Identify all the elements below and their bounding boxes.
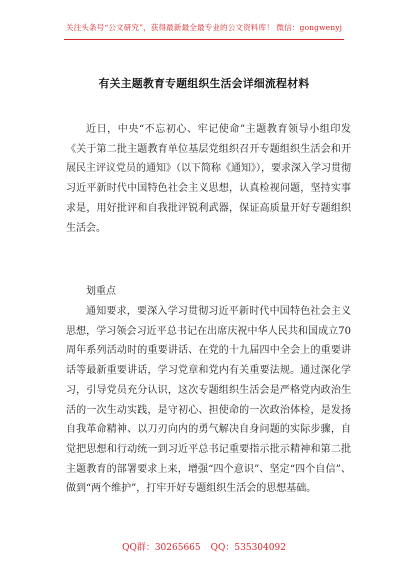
paragraph-intro: 近日，中央“不忘初心、牢记使命”主题教育领导小组印发《关于第二批主题教育单位基层党组织召开专题组织生活会和开展民主评议党员的通知》（以下简称《通知》），要求深入学习贯彻习近平新时代中国特色社会主义思想，认真检视问题，坚持实事求是，用好批评和自我批评锐利武器，保证高质量开好专题组织生活会。 <box>66 124 351 234</box>
footer-qq-number: QQ：535304092 <box>210 543 286 553</box>
paragraph-requirements: 通知要求，要深入学习贯彻习近平新时代中国特色社会主义思想，学习领会习近平总书记在出席庆祝中华人民共和国成立70周年系列活动时的重要讲话、在党的十九届四中全会上的重要讲话等最新重要讲话，学习党章和党内有关重要法规。通过深化学习，引导党员充分认识，这次专题组织生活会是严格党内政治生活的一次生动实践，是守初心、担使命的一次政治体检，是发扬自我革命精神、以刀刃向内的勇气解决自身问题的实际步骤，自觉把思想和行动统一到习近平总书记重要指示批示精神和第二批主题教育的部署要求上来，增强“四个意识”、坚定“四个自信”、做到“两个维护”，打牢开好专题组织生活会的思想基础。 <box>66 306 351 495</box>
footer-qq-group: QQ群：30265665 <box>122 543 201 553</box>
header-banner: 关注头条号“公文研究”，获得最新最全最专业的公文资料库！ 微信：gongwenyj <box>65 23 343 32</box>
body-section-intro <box>66 120 351 238</box>
footer-contact <box>0 540 408 553</box>
body-section-requirements <box>66 302 351 499</box>
document-title: 有关主题教育专题组织生活会详细流程材料 <box>98 77 310 90</box>
section-heading: 划重点 <box>86 286 116 297</box>
section-heading-wrapper <box>66 282 351 302</box>
header-divider <box>64 39 344 40</box>
